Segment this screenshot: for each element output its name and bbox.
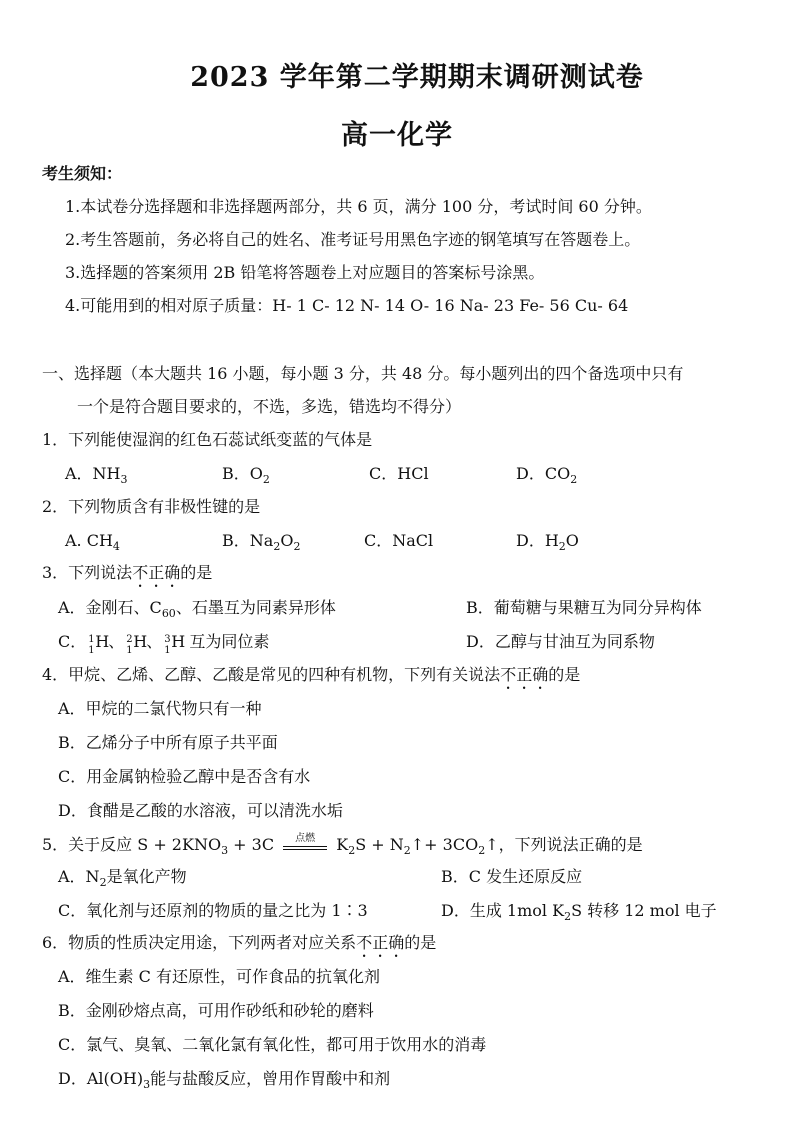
reaction-arrow: 点燃 [279,834,331,856]
notice-item-4: 4.可能用到的相对原子质量：H- 1 C- 12 N- 14 O- 16 Na- 23 Fe- 56 Cu- 64 [65,296,629,315]
q3-option-a: A．金刚石、$C_{60}$、石墨互为同素异形体 [58,598,336,621]
q2-option-a: A. $CH_4$ [65,531,120,554]
q5-option-c: C．氧化剂与还原剂的物质的量之比为 1∶3 [58,901,368,920]
q1-option-a: A．$NH_3$ [65,464,128,487]
q3-option-d: D．乙醇与甘油互为同系物 [466,632,655,651]
notice-heading: 考生须知： [42,164,123,183]
q2-option-c: C．NaCl [364,531,434,550]
exam-subject: 高一化学 [341,120,453,151]
q1-option-d: D．$CO_2$ [516,464,578,487]
q3-option-c: C． 1 1 H 、 2 1 H 、 3 1 H 互为同位素 [58,632,270,656]
q4-option-a: A．甲烷的二氯代物只有一种 [58,699,262,718]
q5-option-b: B．C 发生还原反应 [441,867,583,886]
isotope-protium: 1 1 H [88,632,110,656]
question-4-stem: 4．甲烷、乙烯、乙醇、乙酸是常见的四种有机物，下列有关说法不正确的是 [42,665,581,684]
question-3-options-row-2 [58,631,778,656]
question-6-stem: 6．物质的性质决定用途，下列两者对应关系不正确的是 [42,933,437,952]
question-5-options-row-1 [58,866,778,888]
q4-option-c: C．用金属钠检验乙醇中是否含有水 [58,767,311,786]
q2-option-d: D．$H_2O$ [516,531,579,554]
q4-option-d: D．食醋是乙酸的水溶液，可以清洗水垢 [58,801,343,820]
question-5-stem: 5．关于反应 $S + 2KNO_3 + 3C$ 点燃 $K_2S$ + $N_2↑+$ $3CO_2↑$，下列说法正确的是 [42,833,643,858]
q6-option-a: A．维生素 C 有还原性，可作食品的抗氧化剂 [58,967,380,986]
emphasis-text: 不正确 [500,665,549,684]
question-1-stem: 1．下列能使湿润的红色石蕊试纸变蓝的气体是 [42,430,373,449]
emphasis-text: 不正确 [132,563,181,582]
question-5-options-row-2 [58,900,778,922]
q1-option-c: C．HCl [369,464,429,483]
section-heading-line-2: 一个是符合题目要求的，不选，多选，错选均不得分） [77,397,462,416]
exam-title: 2023 学年第二学期期末调研测试卷 [190,62,644,93]
notice-item-2: 2.考生答题前，务必将自己的姓名、准考证号用黑色字迹的钢笔填写在答题卷上。 [65,230,641,249]
q4-option-b: B．乙烯分子中所有原子共平面 [58,733,278,752]
q5-option-a: A．$N_2$是氧化产物 [58,867,187,890]
question-3-options-row-1 [58,597,778,619]
question-3-stem: 3．下列说法不正确的是 [42,563,213,582]
isotope-tritium: 3 1 H [164,632,186,656]
q2-option-b: B．$Na_2O_2$ [222,531,301,554]
question-2-stem: 2．下列物质含有非极性键的是 [42,497,261,516]
notice-item-3: 3.选择题的答案须用 2B 铅笔将答题卷上对应题目的答案标号涂黑。 [65,263,545,282]
q6-option-d: D．$Al(OH)_3$能与盐酸反应，曾用作胃酸中和剂 [58,1069,391,1092]
question-2-options [65,530,765,552]
q5-option-d: D．生成 1mol $K_2S$ 转移 12 mol 电子 [441,901,717,924]
question-1-options [65,463,765,485]
section-heading-line-1: 一、选择题（本大题共 16 小题，每小题 3 分，共 48 分。每小题列出的四个备选项中只有 [42,364,684,383]
q1-option-b: B．$O_2$ [222,464,270,487]
notice-item-1: 1.本试卷分选择题和非选择题两部分，共 6 页，满分 100 分，考试时间 60 分钟。 [65,197,652,216]
isotope-deuterium: 2 1 H [126,632,148,656]
emphasis-text: 不正确 [356,933,405,952]
q6-option-b: B．金刚砂熔点高，可用作砂纸和砂轮的磨料 [58,1001,374,1020]
q3-option-b: B．葡萄糖与果糖互为同分异构体 [466,598,702,617]
q6-option-c: C．氯气、臭氧、二氧化氯有氧化性，都可用于饮用水的消毒 [58,1035,487,1054]
